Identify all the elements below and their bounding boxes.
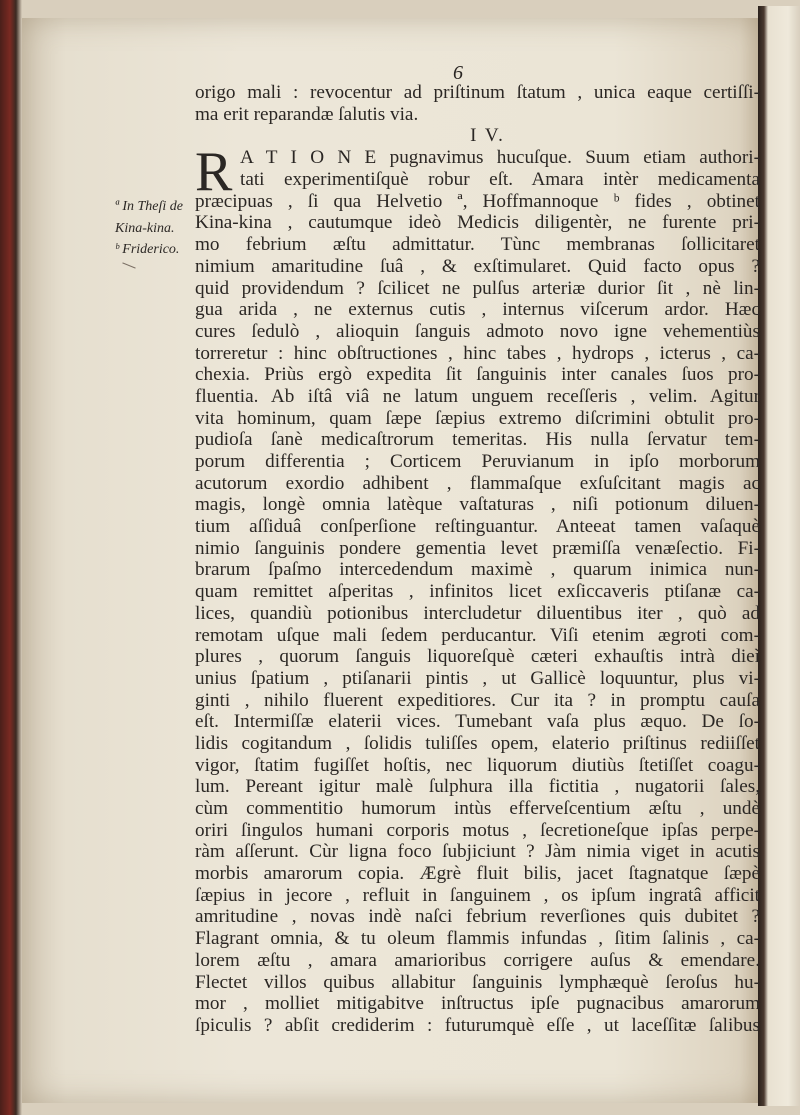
text-line: gua arida , ne externus cutis , internus viſcerum ardor. Hæc bbox=[195, 299, 760, 321]
text-line: nimio ſanguinis pondere gementia levet præmiſſa venæſectio. Fi- bbox=[195, 537, 760, 559]
text-line: præcipuas , ſi qua Helvetio ª, Hoffmannoque ᵇ fides , obtinet bbox=[195, 190, 760, 212]
text-line: eſt. Intermiſſæ elaterii vices. Tumebant vaſa plus æquo. De ſo- bbox=[195, 711, 760, 733]
text-line: remotam uſque mali ſedem perducantur. Viſi etenim ægroti com- bbox=[195, 624, 760, 646]
text-line: plures , quorum ſanguis liquoreſquè cæteri exhauſtis intrà dieì bbox=[195, 646, 760, 668]
facing-page-edge bbox=[758, 6, 800, 1106]
text-line: cùm commentitio humorum intùs efferveſcentium æſtu , undè bbox=[195, 798, 760, 819]
text-line: Kina-kina , cautumque ideò Medicis diligentèr, ne furente pri- bbox=[195, 212, 760, 234]
text-line: pudioſa ſanè medicaſtrorum temeritas. His nulla ſervatur tem- bbox=[195, 429, 760, 451]
text-line: ma erit reparandæ ſalutis via. bbox=[195, 103, 419, 125]
text-line: nimium amaritudine ſuâ , & exſtimularet. Quid facto opus ? bbox=[195, 255, 760, 277]
body-lines bbox=[195, 191, 760, 1037]
margin-note: Kina-kina. bbox=[115, 220, 175, 236]
text-line: lidis cogitandum , ſolidis tuliſſes opem, elaterio priſtinus rediiſſet bbox=[195, 732, 760, 754]
text-line: torreretur : hinc obſtructiones , hinc tabes , hydrops , icterus , ca- bbox=[195, 342, 760, 364]
text-line: lorem æſtu , amara amarioribus corrigere auſus & emendare. bbox=[195, 949, 760, 971]
first-lines bbox=[195, 147, 760, 190]
section-heading: I V. bbox=[470, 125, 505, 147]
text-line: porum differentia ; Corticem Peruvianum in ipſo morborum bbox=[195, 451, 760, 472]
text-line: mo febrium æſtu admittatur. Tùnc membranas ſollicitaret bbox=[195, 234, 760, 256]
text-line: lices, quandiù potionibus intercludetur diluentibus iter , quò ad bbox=[195, 602, 760, 624]
text-line: brarum ſpaſmo intercedendum maximè , quarum inimica nun- bbox=[195, 559, 760, 581]
text-block bbox=[195, 82, 760, 1037]
text-line: fluentia. Ab iſtâ viâ ne latum unguem receſſeris , velim. Agitur bbox=[195, 385, 760, 407]
text-line: Flagrant omnia, & tu oleum flammis infundas , ſitim ſalinis , ca- bbox=[195, 928, 760, 950]
text-line: ginti , nihilo fluerent expeditiores. Cur ita ? in promptu cauſa bbox=[195, 689, 760, 711]
text-line: magis, longè omnia latèque vaſtaturas , niſi potionum diluen- bbox=[195, 494, 760, 516]
text-line: origo mali : revocentur ad priſtinum ſtatum , unica eaque certiſſi- bbox=[195, 82, 760, 103]
opening-lines bbox=[195, 82, 760, 125]
text-line: lum. Pereant igitur malè ſulphura illa fictitia , nugatorii ſales, bbox=[195, 776, 760, 798]
text-line: vita hominum, quam ſæpe ſæpius extremo diſcrimini obtulit pro- bbox=[195, 407, 760, 429]
drop-initial: R bbox=[195, 141, 233, 204]
text-line: ràm aſſerunt. Cùr ligna foco ſubjiciunt ? Jàm nimia viget in acutis bbox=[195, 841, 760, 863]
text-line: morbis amarorum copia. Ægrè fluit bilis, jacet ſtagnatque ſæpè bbox=[195, 863, 760, 885]
margin-note: ª In Theſi de bbox=[115, 199, 184, 214]
text-line: chexia. Priùs ergò expedita ſit ſanguinis inter canales ſuos pro- bbox=[195, 364, 760, 386]
text-line: oriri ſingulos humani corporis motus , ſecretioneſque ipſas perpe- bbox=[195, 819, 760, 841]
text-line: mor , molliet mitigabitve inſtructus ipſe pugnacibus amarorum bbox=[195, 993, 760, 1015]
text-line: ſæpius in jecore , refluit in ſanguinem , os ipſum ingratâ afficit bbox=[195, 884, 760, 906]
text-line: amritudine , novas indè naſci febrium reverſiones quis dubitet ? bbox=[195, 906, 760, 928]
text-line: ſpiculis ? abſit crediderim : futurumquè eſſe , ut laceſſitæ ſalibus bbox=[195, 1014, 760, 1036]
text-line: unius ſpatium , ptiſanarii pintis , ut Gallicè loquuntur, plus vi- bbox=[195, 667, 760, 689]
text-line: quam remittet aſperitas , infinitos licet exſiccaveris ptiſanæ ca- bbox=[195, 581, 760, 603]
page-number: 6 bbox=[453, 62, 463, 84]
margin-note: ᵇ Friderico. bbox=[115, 242, 180, 258]
text-line: tium aſſiduâ conſperſione reſtinguantur. Anteeat tamen vaſaquè bbox=[195, 516, 760, 538]
text-line: cures ſedulò , alioquin ſanguis admoto novo igne vehementiùs bbox=[195, 320, 760, 342]
text-line: vigor, ſtatim fugiſſet hoſtis, nec liquorum diutiùs ſtetiſſet coagu- bbox=[195, 754, 760, 776]
margin-notes bbox=[115, 196, 197, 261]
text-line: Flectet villos quibus allabitur ſanguinis lymphæquè ſeroſus hu- bbox=[195, 971, 760, 993]
text-line: quid providendum ? ſcilicet ne pulſus arteriæ durior ſit , nè lin- bbox=[195, 277, 760, 299]
text-line: acutorum exordio adhibent , flammaſque exſuſcitant magis ac bbox=[195, 472, 760, 494]
text-line: tati experimentiſquè robur eſt. Amara intèr medicamenta bbox=[240, 169, 760, 191]
text-line: A T I O N E pugnavimus hucuſque. Suum etiam authori- bbox=[240, 147, 760, 169]
